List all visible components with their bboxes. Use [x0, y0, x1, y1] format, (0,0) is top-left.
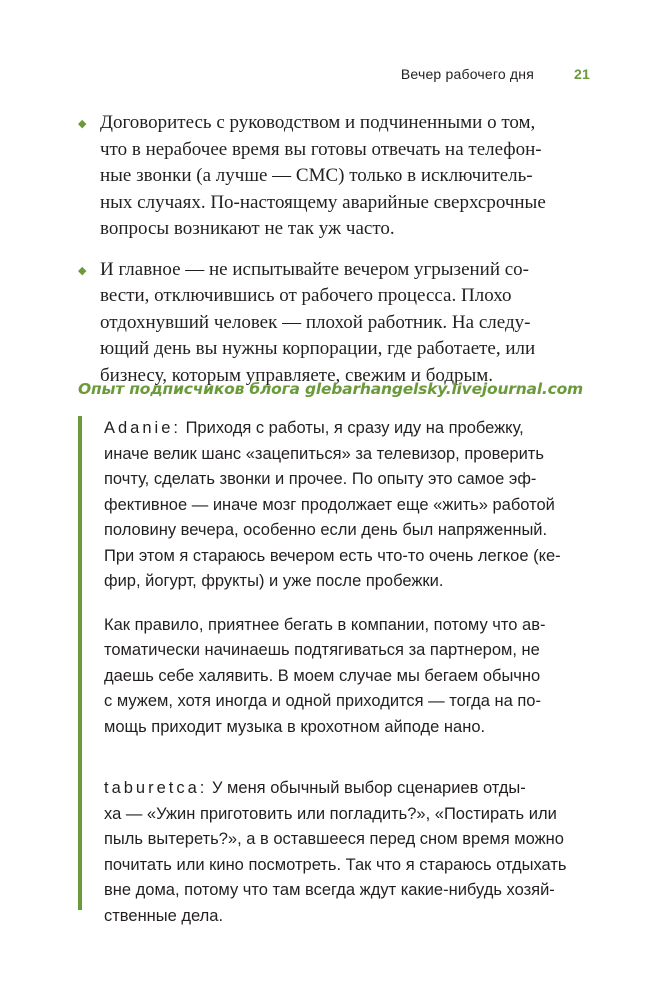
comment-author: taburetca: — [104, 779, 208, 797]
list-item — [78, 257, 586, 390]
bullet-text: Договоритесь с руководством и подчиненными о том, что в нерабочее время вы готовы отвечать на телефон- ные звонки (а лучше — СМС) только в исключитель- ных случаях. По-настоящему аварийные сверхсрочные вопросы возникают не так уж часто. — [100, 112, 546, 239]
comment-paragraph — [104, 416, 586, 595]
diamond-bullet-icon: ◆ — [78, 264, 87, 277]
bullet-text: И главное — не испытывайте вечером угрызений со- вести, отключившись от рабочего процесса. Плохо отдохнувший человек — плохой работник. На следу- ющий день вы нужны корпорации, где работаете, или бизнесу, которым управляете, свежим и бодрым. — [100, 258, 536, 386]
page-number: 21 — [574, 66, 590, 82]
comments-block — [78, 416, 586, 925]
comment-paragraph: Как правило, приятнее бегать в компании, потому что ав- томатически начинаешь подтягиваться за партнером, не даешь себе халявить. В моем случае мы бегаем обычно с мужем, хотя иногда и одной приходится — тогда на по- мощь приходит музыка в крохотном айподе нано. — [104, 615, 546, 736]
comment-author: Adanie: — [104, 419, 181, 437]
running-header — [401, 66, 590, 82]
chapter-title: Вечер рабочего дня — [400, 66, 535, 82]
comment-text: У меня обычный выбор сценариев отды- ха — «Ужин приготовить или погладить?», «Постирать или пыль вытереть?», а в оставшееся перед сном время можно почитать или кино посмотреть. Так что я стараюсь отдыхать вне дома, потому что там всегда ждут какие-нибудь хозяй- ственные дела. — [104, 779, 567, 925]
comment-text: Приходя с работы, я сразу иду на пробежку, иначе велик шанс «зацепиться» за телевизор, проверить почту, сделать звонки и прочее. По опыту это самое эф- фективное — иначе мозг продолжает еще «жить» работой половину вечера, особенно если день был напряженный. При этом я стараюсь вечером есть что-то очень легкое (ке- фир, йогурт, фрукты) и уже после пробежки. — [104, 419, 561, 590]
bullet-list — [78, 110, 586, 403]
comment-paragraph — [104, 776, 586, 929]
list-item — [78, 110, 586, 243]
section-heading: Опыт подписчиков блога glebarhangelsky.livejournal.com — [78, 380, 584, 398]
diamond-bullet-icon: ◆ — [78, 118, 87, 130]
